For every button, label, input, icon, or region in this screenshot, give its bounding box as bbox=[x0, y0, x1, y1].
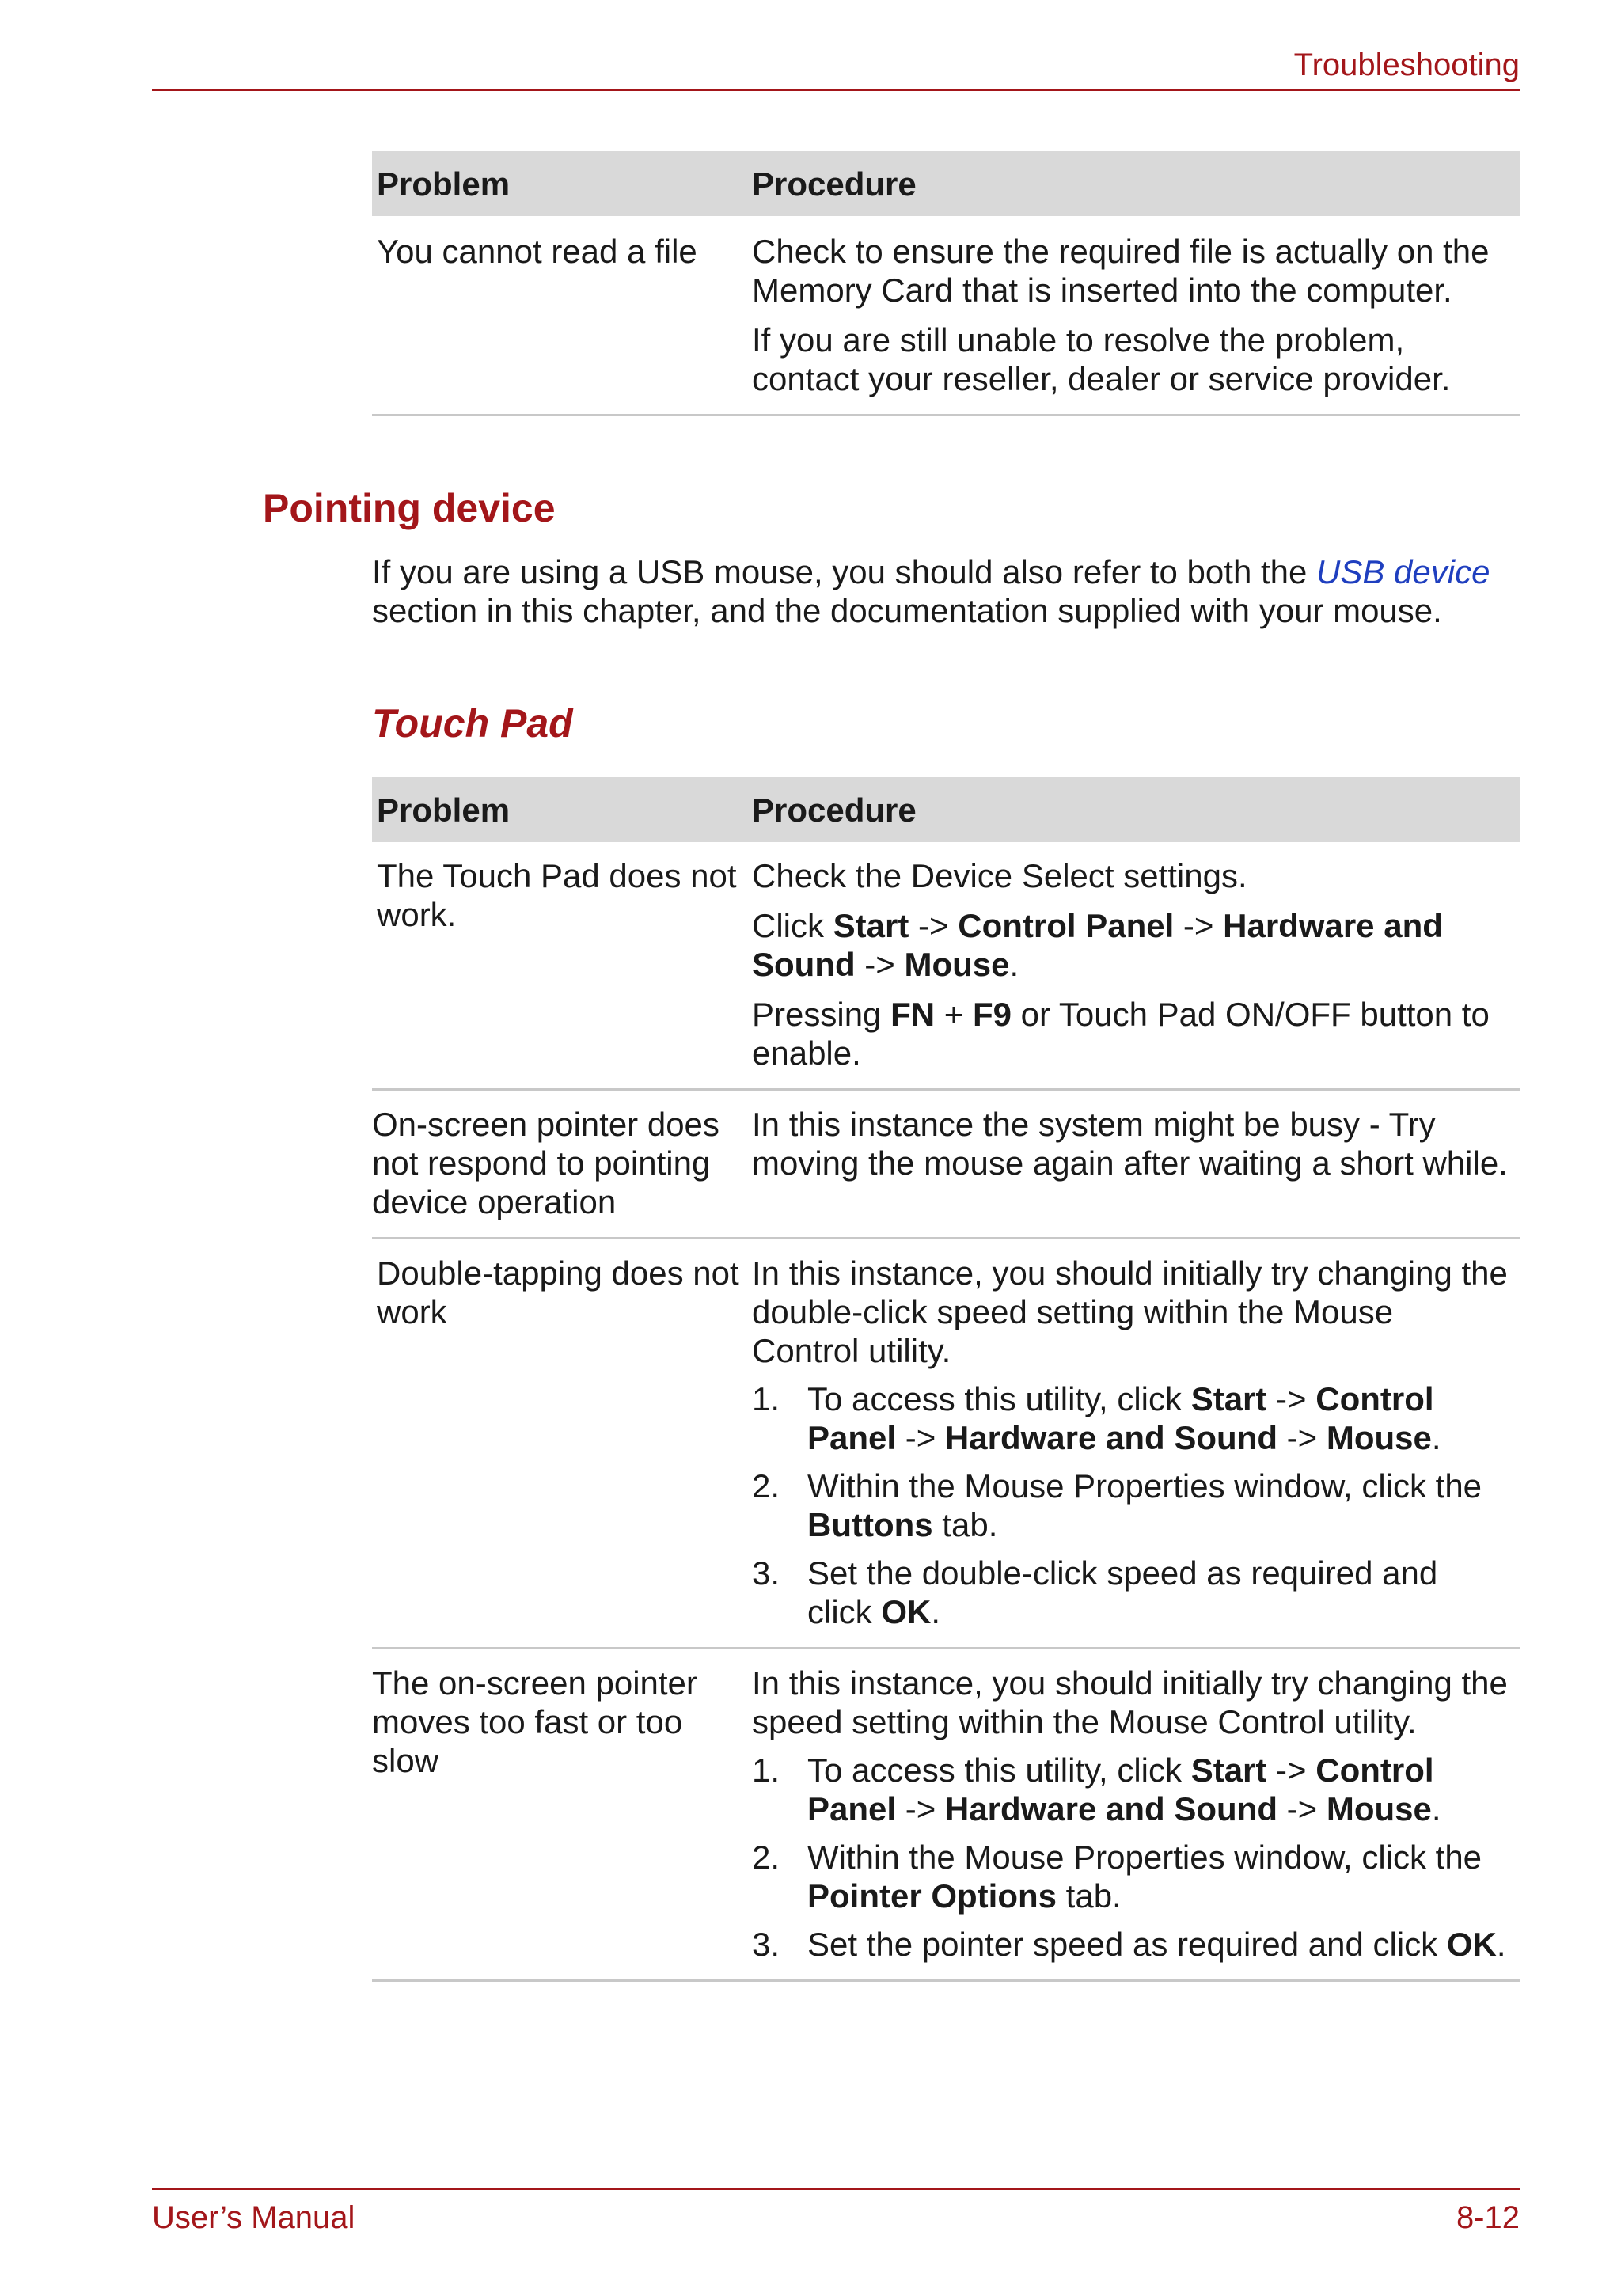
arrow: -> bbox=[1266, 1380, 1316, 1417]
text: . bbox=[1496, 1926, 1506, 1963]
pointer-options-tab-label: Pointer Options bbox=[807, 1877, 1057, 1915]
text: or Touch Pad ON/OFF button to enable. bbox=[752, 996, 1490, 1072]
header-problem: Problem bbox=[377, 165, 511, 203]
step-text bbox=[807, 1554, 1509, 1631]
problem-cell: On-screen pointer does not respond to pointing device operation bbox=[372, 1106, 719, 1220]
step-number: 1. bbox=[752, 1751, 780, 1789]
table-header bbox=[372, 777, 1520, 842]
step-text bbox=[807, 1467, 1509, 1544]
step-number: 3. bbox=[752, 1554, 780, 1592]
fn-key: FN bbox=[890, 996, 936, 1033]
header-procedure: Procedure bbox=[752, 165, 917, 203]
text: Click bbox=[752, 907, 833, 944]
arrow: -> bbox=[896, 1419, 945, 1456]
arrow: -> bbox=[1266, 1751, 1316, 1789]
text: Within the Mouse Properties window, click the bbox=[807, 1467, 1482, 1505]
procedure-text: If you are still unable to resolve the problem, contact your reseller, dealer or service provider. bbox=[752, 321, 1451, 397]
problem-cell: Double-tapping does not work bbox=[377, 1254, 739, 1330]
text: . bbox=[931, 1593, 941, 1630]
text: Set the double-click speed as required and click bbox=[807, 1554, 1438, 1630]
step-text bbox=[807, 1379, 1509, 1457]
footer-rule bbox=[152, 2188, 1520, 2190]
start-label: Start bbox=[1190, 1380, 1267, 1417]
step-text bbox=[807, 1751, 1509, 1828]
problem-cell: The Touch Pad does not work. bbox=[377, 857, 737, 933]
running-header: Troubleshooting bbox=[1293, 47, 1520, 82]
mouse-label: Mouse bbox=[1326, 1790, 1432, 1827]
hardware-sound-label: Hardware and Sound bbox=[752, 907, 1443, 983]
text: tab. bbox=[932, 1506, 998, 1543]
intro-text: section in this chapter, and the documentation supplied with your mouse. bbox=[372, 592, 1442, 629]
text: Set the pointer speed as required and click bbox=[807, 1926, 1447, 1963]
header-problem: Problem bbox=[377, 791, 511, 829]
arrow: -> bbox=[1277, 1419, 1327, 1456]
procedure-cell bbox=[750, 856, 1520, 1072]
procedure-text: In this instance, you should initially try changing the double-click speed setting within the Mouse Control utility. bbox=[752, 1254, 1508, 1369]
list-item bbox=[752, 1554, 1509, 1631]
text: Pressing bbox=[752, 996, 891, 1033]
footer-manual-title: User’s Manual bbox=[152, 2200, 355, 2235]
list-item bbox=[752, 1925, 1509, 1964]
procedure-cell bbox=[750, 1105, 1520, 1221]
arrow: -> bbox=[1174, 907, 1224, 944]
ok-label: OK bbox=[881, 1593, 932, 1630]
buttons-tab-label: Buttons bbox=[807, 1506, 933, 1543]
touchpad-table bbox=[372, 777, 1520, 1982]
control-panel-label: Control Panel bbox=[807, 1380, 1434, 1456]
procedure-text bbox=[752, 995, 1509, 1072]
start-label: Start bbox=[833, 907, 909, 944]
table-row bbox=[372, 842, 1520, 1091]
header-rule bbox=[152, 89, 1520, 91]
header-procedure: Procedure bbox=[752, 791, 917, 829]
table-header bbox=[372, 151, 1520, 216]
step-number: 2. bbox=[752, 1467, 780, 1505]
text: tab. bbox=[1057, 1877, 1122, 1915]
procedure-text: Check the Device Select settings. bbox=[752, 857, 1247, 894]
arrow: -> bbox=[1277, 1790, 1327, 1827]
memory-card-table bbox=[372, 151, 1520, 416]
start-label: Start bbox=[1190, 1751, 1267, 1789]
step-text bbox=[807, 1925, 1509, 1964]
procedure-text: Check to ensure the required file is actually on the Memory Card that is inserted into the computer. bbox=[752, 233, 1490, 309]
list-item bbox=[752, 1838, 1509, 1915]
list-item bbox=[752, 1751, 1509, 1828]
procedure-cell bbox=[750, 1664, 1520, 1964]
subsection-heading: Touch Pad bbox=[372, 701, 573, 746]
problem-cell: You cannot read a file bbox=[377, 233, 697, 270]
procedure-text: In this instance, you should initially try changing the speed setting within the Mouse Control utility. bbox=[752, 1664, 1508, 1740]
hardware-sound-label: Hardware and Sound bbox=[944, 1790, 1277, 1827]
procedure-cell bbox=[750, 1254, 1520, 1631]
table-row bbox=[372, 216, 1520, 416]
text: Within the Mouse Properties window, click the bbox=[807, 1839, 1482, 1876]
section-heading: Pointing device bbox=[263, 486, 556, 530]
arrow: -> bbox=[855, 946, 905, 983]
text: . bbox=[1431, 1790, 1441, 1827]
usb-device-link[interactable]: USB device bbox=[1316, 553, 1490, 590]
control-panel-label: Control Panel bbox=[958, 907, 1175, 944]
step-number: 3. bbox=[752, 1926, 780, 1963]
list-item bbox=[752, 1467, 1509, 1544]
procedure-cell bbox=[750, 232, 1520, 398]
procedure-text: In this instance the system might be busy - Try moving the mouse again after waiting a short while. bbox=[752, 1106, 1508, 1182]
intro-paragraph bbox=[372, 552, 1496, 630]
ok-label: OK bbox=[1446, 1926, 1497, 1963]
text: . bbox=[1431, 1419, 1441, 1456]
list-item bbox=[752, 1379, 1509, 1457]
table-row bbox=[372, 1239, 1520, 1649]
hardware-sound-label: Hardware and Sound bbox=[944, 1419, 1277, 1456]
arrow: -> bbox=[909, 907, 959, 944]
intro-text: If you are using a USB mouse, you should also refer to both the bbox=[372, 553, 1317, 590]
f9-key: F9 bbox=[972, 996, 1012, 1033]
text: + bbox=[935, 996, 973, 1033]
step-number: 2. bbox=[752, 1839, 780, 1876]
text: . bbox=[1009, 946, 1019, 983]
procedure-text bbox=[752, 906, 1509, 984]
page-number: 8-12 bbox=[1456, 2200, 1520, 2235]
text: To access this utility, click bbox=[807, 1380, 1191, 1417]
text: To access this utility, click bbox=[807, 1751, 1191, 1789]
table-row bbox=[372, 1091, 1520, 1239]
control-panel-label: Control Panel bbox=[807, 1751, 1434, 1827]
step-text bbox=[807, 1838, 1509, 1915]
step-number: 1. bbox=[752, 1380, 780, 1417]
mouse-label: Mouse bbox=[1326, 1419, 1432, 1456]
problem-cell: The on-screen pointer moves too fast or too slow bbox=[372, 1664, 697, 1779]
arrow: -> bbox=[896, 1790, 945, 1827]
mouse-label: Mouse bbox=[904, 946, 1010, 983]
table-row bbox=[372, 1649, 1520, 1982]
